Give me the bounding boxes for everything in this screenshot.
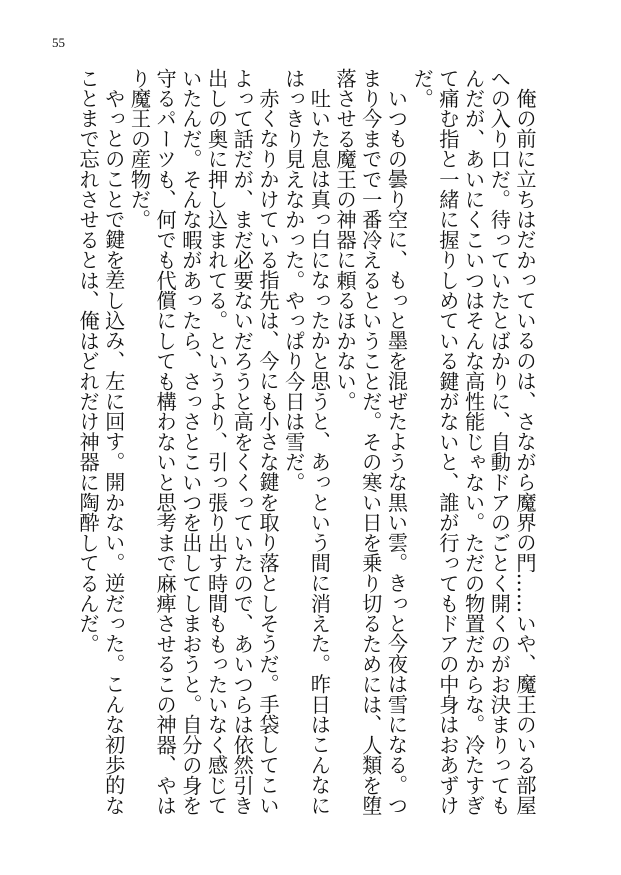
paragraph-3: 吐いた息は真っ白になったかと思うと、あっという間に消えた。昨日はこんなにはっきり見えなかった。やっぱり今日は雪だ。 <box>281 68 332 816</box>
paragraph-5: やっとのことで鍵を差し込み、左に回す。開かない。逆だった。こんな初歩的なことまで忘れさせるとは、俺はどれだけ神器に陶酔してるんだ。 <box>76 68 126 816</box>
paragraph-2: いつもの曇り空に、もっと墨を混ぜたような黒い雲。きっと今夜は雪になる。つまり今までで一番冷えるということだ。その寒い日を乗り切るためには、人類を堕落させる魔王の神器に頼るほかない。 <box>333 68 409 816</box>
vertical-body-text <box>67 68 537 828</box>
paragraph-4: 赤くなりかけている指先は、今にも小さな鍵を取り落としそうだ。手袋してこいよって話だが、まだ必要ないだろうと高をくくっていたので、あいつらは依然引き出しの奥に押し込まれてる。というより、引っ張り出す時間ももったいなく感じていたんだ。そんな暇があったら、さっさとこいつを出してしまおうと。自分の身を守るパーツも、何でも代償にしても構わないと思考まで麻痺させるこの神器、やはり魔王の産物だ。 <box>127 68 280 816</box>
page-number: 55 <box>52 35 65 50</box>
paragraph-1: 俺の前に立ちはだかっているのは、さながら魔界の門……いや、魔王のいる部屋への入り口だ。待っていたとばかりに、自動ドアのごとく開くのがお決まりってもんだが、あいにくこいつはそんな高性能じゃない。ただの物置だからな。冷たすぎて痛む指と一緒に握りしめている鍵がないと、誰が行ってもドアの中身はおあずけだ。 <box>410 68 537 816</box>
